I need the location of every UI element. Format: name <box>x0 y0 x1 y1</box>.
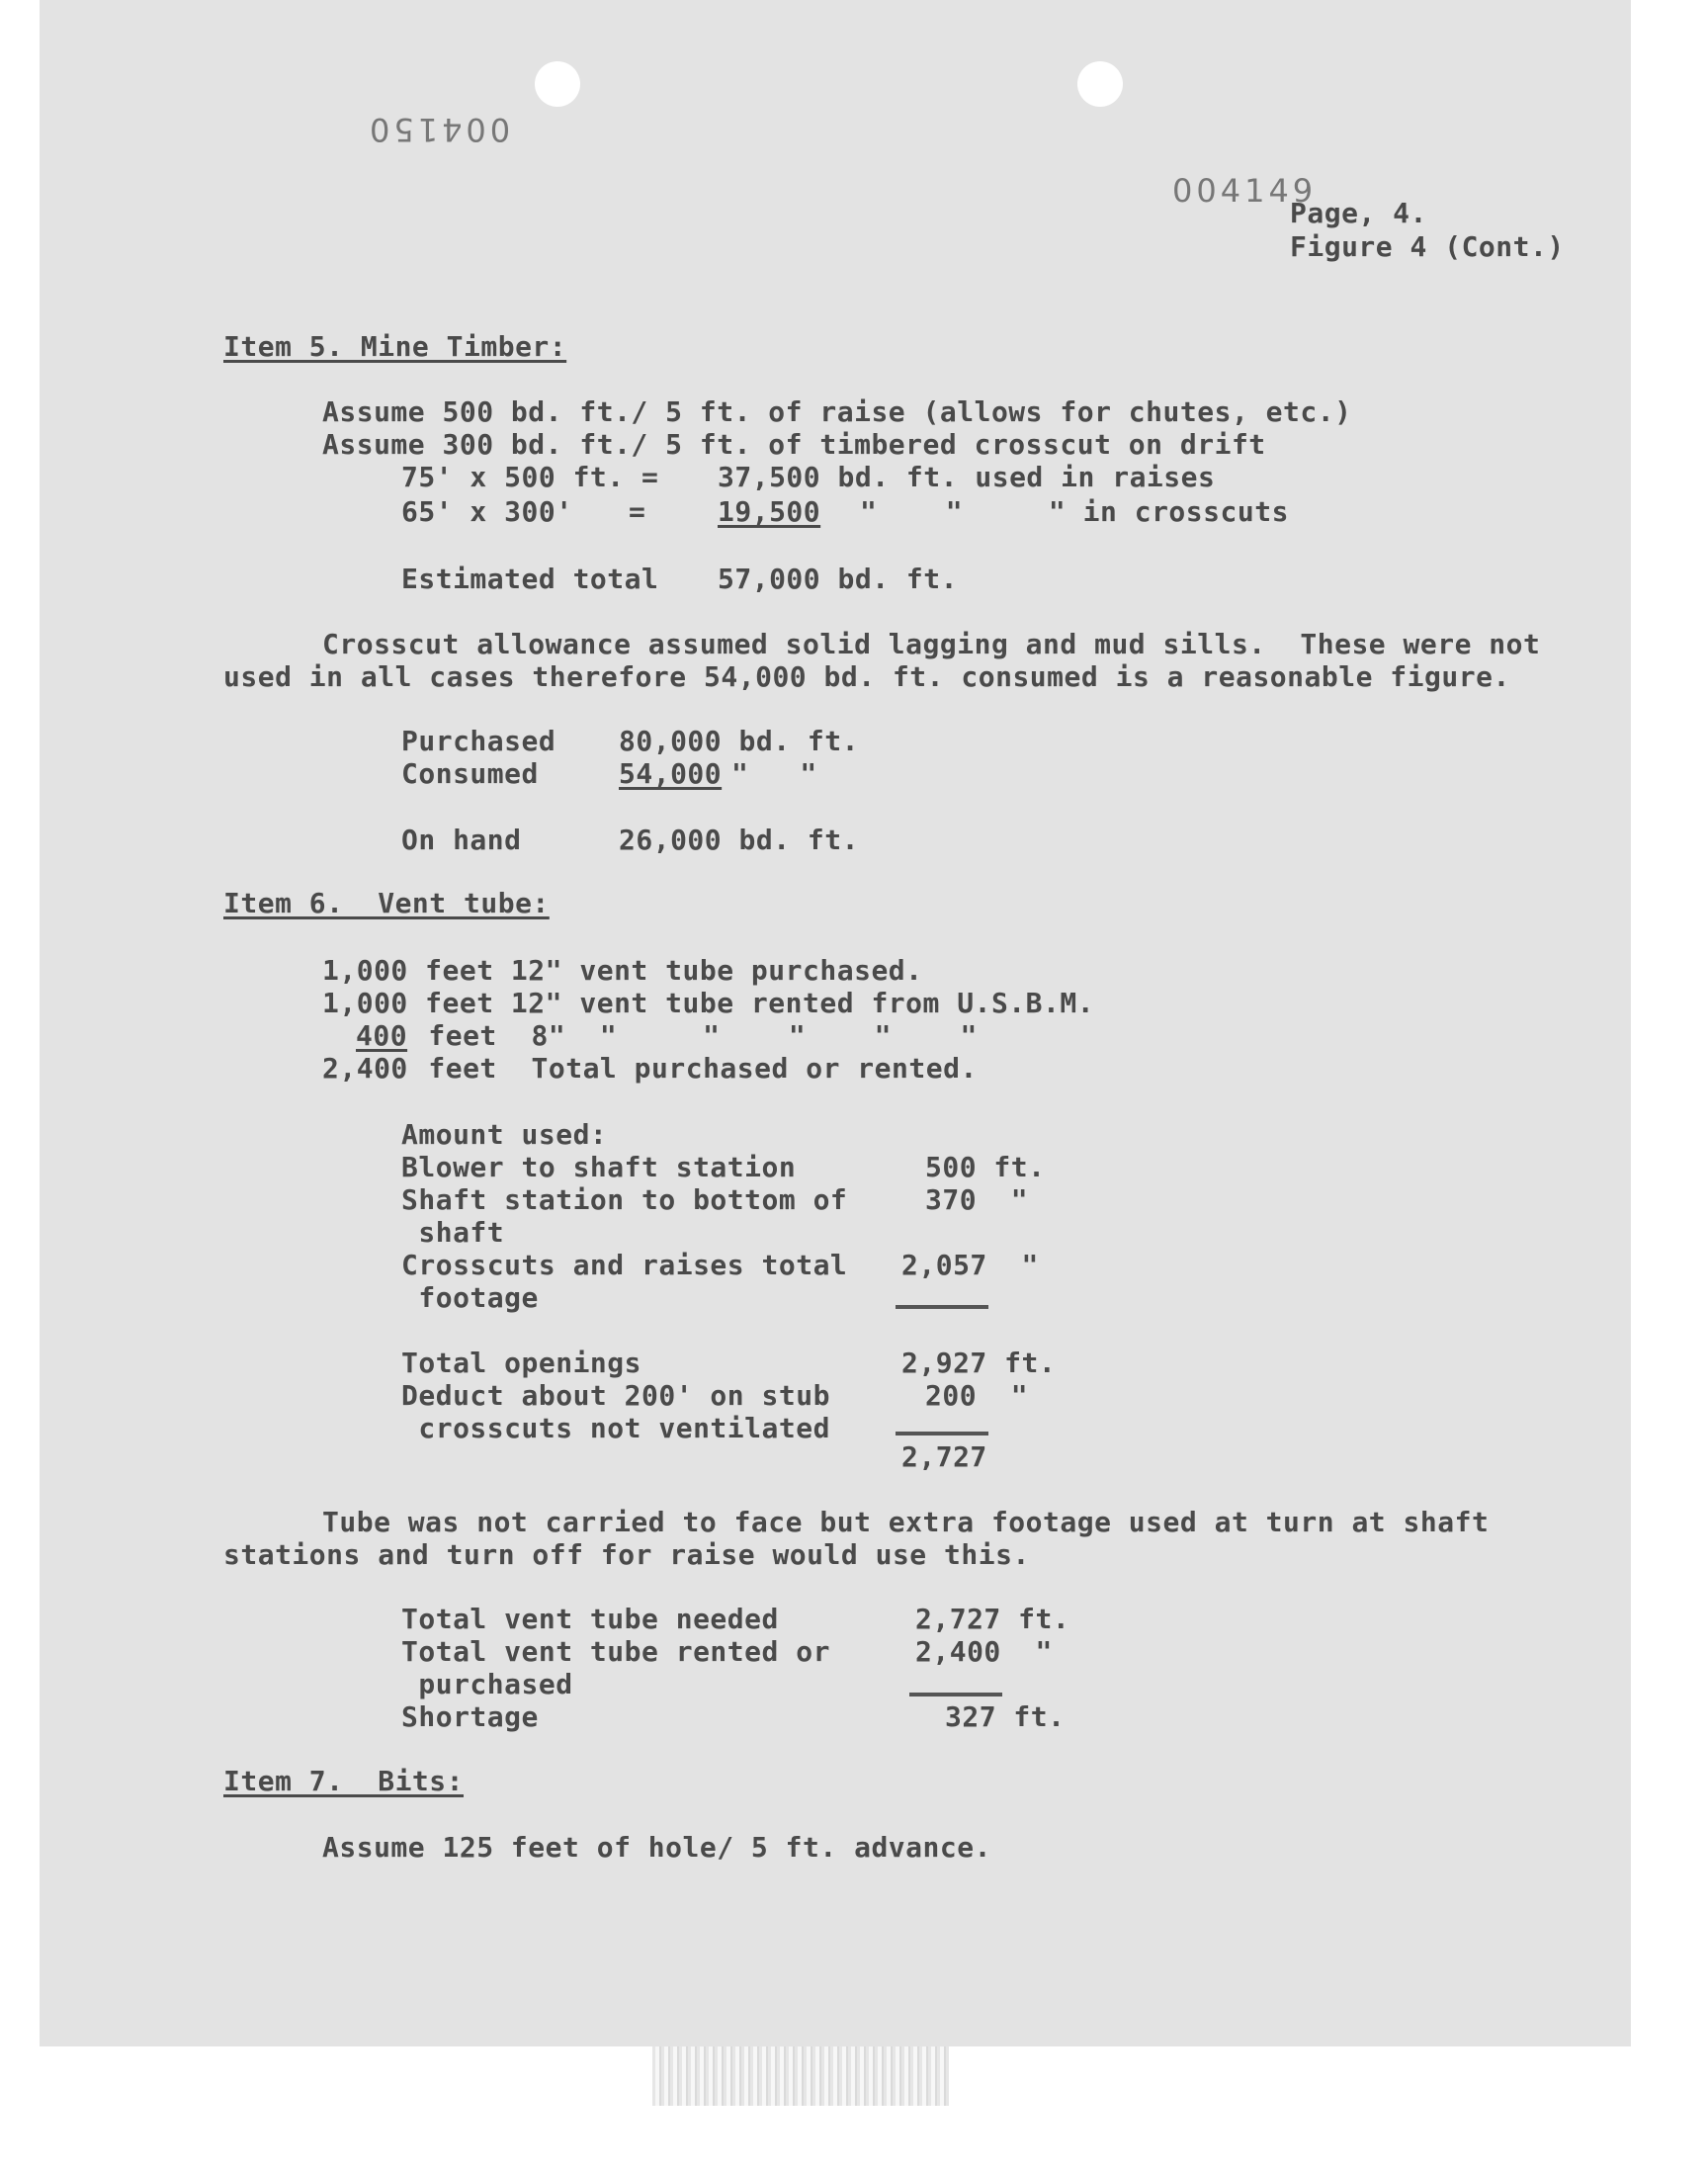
item5-paragraph-line1: Crosscut allowance assumed solid lagging and mud sills. These were not <box>322 628 1541 660</box>
page-number: Page, 4. <box>1290 197 1427 229</box>
item6-row5-label-cont: crosscuts not ventilated <box>401 1412 830 1444</box>
item6-row1-value: 500 ft. <box>925 1151 1046 1183</box>
item6-needed-label: Total vent tube needed <box>401 1603 779 1635</box>
item6-row5-value: 200 " <box>925 1379 1029 1412</box>
sum-rule <box>909 1693 1002 1696</box>
item5-consumed-rest: " " <box>731 757 817 790</box>
item6-line2: 1,000 feet 12" vent tube rented from U.S.B.M. <box>322 987 1095 1019</box>
sum-rule <box>896 1305 988 1309</box>
item6-row3-value: 2,057 " <box>901 1249 1039 1281</box>
item5-calc2-rest: " " " in crosscuts <box>860 495 1289 528</box>
item6-row2-label-cont: shaft <box>401 1216 505 1249</box>
item5-consumed-value: 54,000 <box>619 757 723 790</box>
item6-shortage-value: 327 ft. <box>945 1700 1066 1733</box>
punch-hole-left <box>535 61 580 107</box>
figure-label: Figure 4 (Cont.) <box>1290 230 1565 263</box>
item6-line3-number: 400 <box>356 1019 408 1052</box>
item5-estimated-label: Estimated total <box>401 563 659 595</box>
item6-line4-rest: feet Total purchased or rented. <box>411 1052 978 1085</box>
item6-shortage-label: Shortage <box>401 1700 539 1733</box>
item6-line1: 1,000 feet 12" vent tube purchased. <box>322 954 923 987</box>
item5-calc1-left: 75' x 500 ft. = <box>401 461 659 493</box>
item6-heading: Item 6. Vent tube: <box>223 887 550 919</box>
item5-paragraph-line2: used in all cases therefore 54,000 bd. ft. consumed is a reasonable figure. <box>223 660 1510 693</box>
item5-line1: Assume 500 bd. ft./ 5 ft. of raise (allows for chutes, etc.) <box>322 395 1352 428</box>
item6-line4-number: 2,400 <box>322 1052 408 1085</box>
item6-row4-label: Total openings <box>401 1347 642 1379</box>
item5-heading: Item 5. Mine Timber: <box>223 330 567 363</box>
item5-calc1-right: 37,500 bd. ft. used in raises <box>718 461 1216 493</box>
item5-line2: Assume 300 bd. ft./ 5 ft. of timbered crosscut on drift <box>322 428 1266 461</box>
item6-rented-label: Total vent tube rented or <box>401 1635 830 1668</box>
item5-calc2-equals: = <box>629 495 646 528</box>
punch-hole-right <box>1077 61 1123 107</box>
item6-row4-value: 2,927 ft. <box>901 1347 1057 1379</box>
item6-row3-label-cont: footage <box>401 1281 539 1314</box>
item6-row5-label: Deduct about 200' on stub <box>401 1379 830 1412</box>
item5-estimated-value: 57,000 bd. ft. <box>718 563 959 595</box>
item6-row6-value: 2,727 <box>901 1440 987 1473</box>
item6-paragraph-line1: Tube was not carried to face but extra footage used at turn at shaft <box>322 1506 1490 1538</box>
item7-line1: Assume 125 feet of hole/ 5 ft. advance. <box>322 1831 991 1864</box>
item6-row3-label: Crosscuts and raises total <box>401 1249 848 1281</box>
item5-calc2-value: 19,500 <box>718 495 821 528</box>
stamp-number-top-left: 004150 <box>366 111 511 148</box>
item6-row2-value: 370 " <box>925 1183 1029 1216</box>
stamp-number-top-right: 004149 <box>1172 172 1318 210</box>
item6-rented-value: 2,400 " <box>915 1635 1053 1668</box>
item6-needed-value: 2,727 ft. <box>915 1603 1070 1635</box>
item6-paragraph-line2: stations and turn off for raise would use this. <box>223 1538 1030 1571</box>
scan-artifact-band <box>652 2046 949 2106</box>
item5-calc2-left: 65' x 300' <box>401 495 573 528</box>
item5-onhand-label: On hand <box>401 824 522 856</box>
item5-onhand-value: 26,000 bd. ft. <box>619 824 860 856</box>
item5-purchased-value: 80,000 bd. ft. <box>619 725 860 757</box>
item6-rented-label-cont: purchased <box>401 1668 573 1700</box>
item5-consumed-label: Consumed <box>401 757 539 790</box>
item6-line3-rest: feet 8" " " " " " <box>411 1019 978 1052</box>
document-page <box>40 0 1631 2046</box>
item6-row2-label: Shaft station to bottom of <box>401 1183 848 1216</box>
item5-purchased-label: Purchased <box>401 725 556 757</box>
item7-heading: Item 7. Bits: <box>223 1765 465 1797</box>
item6-amount-used-label: Amount used: <box>401 1118 608 1151</box>
sum-rule <box>896 1432 988 1436</box>
item6-row1-label: Blower to shaft station <box>401 1151 797 1183</box>
